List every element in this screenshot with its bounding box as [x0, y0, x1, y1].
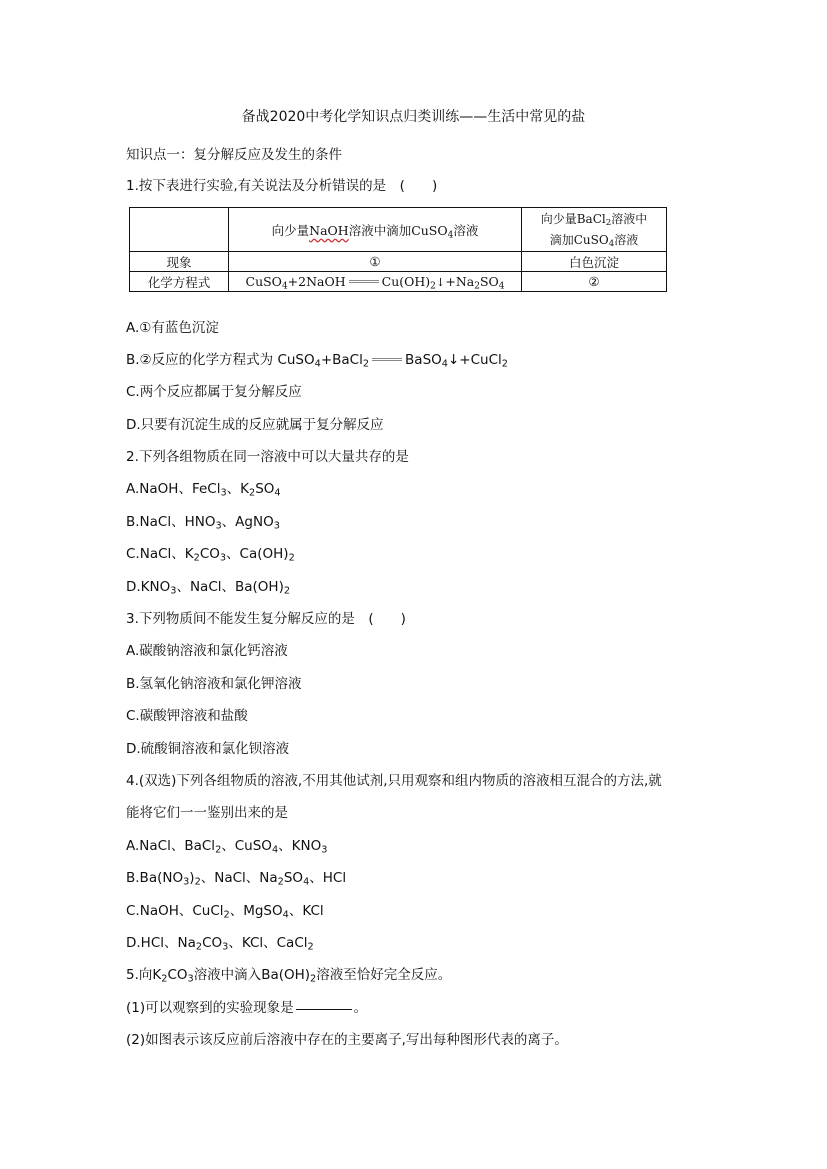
q1-option-b-prefix: B.②反应的化学方程式为: [126, 352, 274, 368]
row-label-observe: 现象: [130, 252, 229, 272]
q4-option-d: D.HCl、$Na_2CO_3$、KCl、CaCl$_2$: [126, 935, 314, 953]
header-bacl2-line2: 滴加CuSO$_4$溶液: [549, 232, 639, 249]
q5-part1-suffix: 。: [353, 1000, 368, 1016]
table-cell-empty: [130, 208, 229, 252]
row-label-equation: 化学方程式: [130, 272, 229, 292]
q5-part2: (2)如图表示该反应前后溶液中存在的主要离子,写出每种图形代表的离子。: [126, 1032, 568, 1048]
q1-option-a: A.①有蓝色沉淀: [126, 320, 219, 336]
q2-option-b: B.NaCl、$HNO_3$、AgNO$_3$: [126, 514, 280, 532]
q5-stem: 5.向$K_2CO_3$溶液中滴入$Ba(OH)_2$溶液至恰好完全反应。: [126, 967, 452, 985]
table-row: [130, 252, 667, 272]
q3-option-a: A.碳酸钠溶液和氯化钙溶液: [126, 643, 288, 659]
observe-col2: ①: [229, 252, 522, 272]
q5-stem-prefix: 5.向: [126, 967, 153, 983]
q5-stem-suffix: 溶液至恰好完全反应。: [316, 967, 452, 983]
q4-option-a: A.NaCl、BaCl$_2$、CuSO$_4$、$KNO_3$: [126, 838, 328, 856]
table-row: [130, 272, 667, 292]
q3-option-b: B.氢氧化钠溶液和氯化钾溶液: [126, 676, 302, 692]
equation-col2: CuSO$_4$+2NaOH $Cu(OH)_2↓+Na_2SO_4$: [229, 272, 522, 292]
table-header-naoh: 向少量NaOH溶液中滴加CuSO$_4$溶液: [229, 208, 522, 252]
experiment-table: [129, 207, 667, 292]
q4-stem-line1: 4.(双选)下列各组物质的溶液,不用其他试剂,只用观察和组内物质的溶液相互混合的方法,就: [126, 773, 662, 789]
table-header-bacl2: [522, 208, 667, 252]
q2-stem: 2.下列各组物质在同一溶液中可以大量共存的是: [126, 449, 409, 465]
observe-col3: 白色沉淀: [522, 252, 667, 272]
header-bacl2-line1: 向少量BaCl$_2$溶液中: [540, 211, 648, 228]
q1-option-b: B.②反应的化学方程式为 CuSO$_4$+BaCl$_2$ BaSO$_4$↓+CuCl$_2$: [126, 352, 508, 370]
page-title: 备战2020中考化学知识点归类训练——生活中常见的盐: [241, 109, 586, 125]
q3-stem: 3.下列物质间不能发生复分解反应的是 ( ): [126, 611, 406, 627]
answer-blank[interactable]: [296, 1009, 352, 1010]
q3-option-d: D.硫酸铜溶液和氯化钡溶液: [126, 741, 290, 757]
q4-option-b: $B.Ba(NO_3)_2$、NaCl、$Na_2SO_4$、HCl: [126, 870, 347, 888]
q2-option-d: $D.KNO_3$、NaCl、$Ba(OH)_2$: [126, 579, 291, 597]
equation-col3: ②: [522, 272, 667, 292]
q1-option-c: C.两个反应都属于复分解反应: [126, 384, 302, 400]
q2-option-c: C.NaCl、$K_2CO_3$、$Ca(OH)_2$: [126, 546, 295, 564]
q4-stem-line2: 能将它们一一鉴别出来的是: [126, 805, 288, 821]
q3-option-c: C.碳酸钾溶液和盐酸: [126, 708, 248, 724]
q2-option-a: A.NaOH、FeCl$_3$、$K_2SO_4$: [126, 481, 281, 499]
q1-stem: 1.按下表进行实验,有关说法及分析错误的是 ( ): [126, 178, 438, 194]
q1-option-d: D.只要有沉淀生成的反应就属于复分解反应: [126, 417, 384, 433]
section-heading: 知识点一：复分解反应及发生的条件: [126, 147, 342, 163]
table-row: [130, 208, 667, 252]
q5-stem-mid: 溶液中滴入: [193, 967, 262, 983]
q5-part1: [126, 996, 367, 1016]
q4-option-c: C.NaOH、CuCl$_2$、MgSO$_4$、KCl: [126, 903, 324, 921]
q5-part1-prefix: (1)可以观察到的实验现象是: [126, 1000, 294, 1016]
